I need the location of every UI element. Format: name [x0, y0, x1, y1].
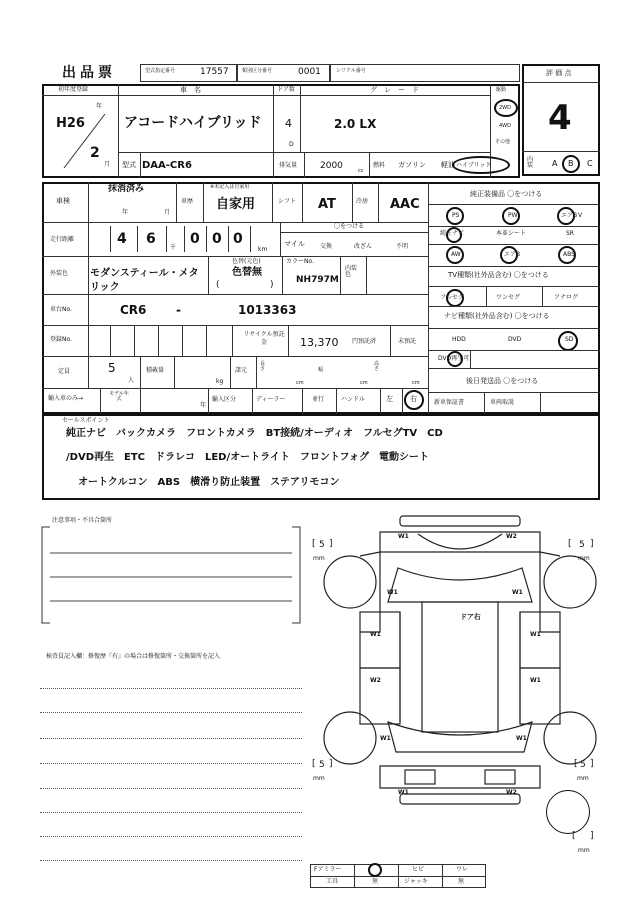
doors-sub: D — [289, 141, 294, 148]
nav-sd: SD — [565, 336, 574, 343]
car-name-label: 車 名 — [180, 86, 201, 94]
mark-front-w1: W1 — [398, 533, 409, 540]
color-change-label: 色替(元色) — [232, 258, 261, 265]
displacement: 2000 — [320, 161, 343, 171]
mileage-options-label: 〇をつける — [334, 223, 365, 230]
tire-fl-mm: mm — [313, 555, 325, 562]
chassis-dash: - — [176, 303, 181, 317]
capacity: 5 — [108, 361, 116, 375]
sales-point-line-1: 純正ナビ バックカメラ フロントカメラ BT接続/オーディオ フルセグTV CD — [66, 428, 443, 439]
mark-fr-door: W1 — [530, 631, 541, 638]
drive-4wd: 4WD — [499, 123, 511, 129]
length-label: 長さ — [260, 361, 266, 372]
grade: 2.0 LX — [334, 117, 377, 131]
model-label: 型式 — [122, 161, 136, 169]
chassis-prefix: CR6 — [120, 303, 147, 317]
handle-right: 右 — [410, 395, 417, 403]
shift: AT — [318, 197, 336, 212]
inspection-year: 年 — [122, 209, 129, 216]
tire-rl-bracket: [ — [312, 759, 316, 769]
footer-jack: ジャッキ — [404, 878, 428, 885]
interior-a: A — [552, 159, 558, 168]
length-cm: cm — [296, 380, 304, 386]
mark-front-w2: W2 — [506, 533, 517, 540]
tire-fr-bracket-close: ] — [590, 539, 594, 549]
height-label: 高さ — [374, 361, 380, 372]
dims-label: 諸元 — [235, 367, 248, 374]
tire-fr-bracket: [ — [568, 539, 572, 549]
equip-navi: 純正ナビ — [440, 230, 465, 237]
mark-rr-fender: W1 — [516, 735, 527, 742]
equip-abs: ABS — [563, 251, 575, 258]
handle-right-circle — [404, 390, 424, 410]
first-reg-era: H26 — [56, 116, 85, 131]
color-no: NH797M — [296, 275, 339, 285]
equipment-title: 純正装備品 〇をつける — [470, 190, 543, 198]
fuel-gas: ガソリン — [398, 161, 426, 169]
tire-fr-depth: 5 — [579, 540, 585, 550]
interior-color-label: 内装色 — [345, 265, 358, 278]
mileage-digit-4: 0 — [212, 231, 222, 247]
height-cm: cm — [412, 380, 420, 386]
car-name: アコードハイブリッド — [124, 115, 262, 131]
tire-rr-mm: mm — [577, 775, 589, 782]
first-reg-slash — [60, 112, 110, 170]
recycle-unit: 円預託済 — [352, 338, 377, 345]
kg-unit: kg — [216, 378, 224, 385]
mark-rear-w2: W2 — [506, 789, 517, 796]
doors-label: ドア数 — [277, 86, 295, 93]
tv-fullseg: フルセグ — [440, 294, 464, 301]
nav-sd-circle — [558, 331, 578, 351]
fuel-hybrid: ハイブリッド — [456, 162, 492, 169]
tv-title: TV種類(社外品含む) 〇をつける — [448, 271, 549, 279]
displacement-label: 排気量 — [279, 162, 298, 169]
nav-dvd: DVD — [508, 336, 522, 343]
tire-rr-depth: 5 — [580, 760, 586, 770]
inspection: 抹消済み — [108, 184, 145, 194]
equip-pw-circle — [502, 207, 520, 225]
nav-hdd: HDD — [452, 336, 466, 343]
equip-sr: SR — [566, 230, 574, 237]
inspection-label: 車検 — [56, 197, 70, 205]
score-value: 4 — [548, 98, 572, 138]
recycle: 13,370 — [300, 336, 339, 349]
usage: 自家用 — [216, 197, 256, 212]
usage-label: 車歴 — [181, 198, 194, 205]
drive-2wd: 2WD — [499, 105, 511, 111]
inspector-label: 検査員記入欄：修復歴『有』の場合は修復箇所・交換箇所を記入 — [46, 653, 221, 660]
first-reg-label: 初年度登録 — [58, 86, 89, 93]
shift-label: シフト — [278, 198, 297, 205]
reg-label: 登録No. — [50, 336, 72, 343]
class-no: 0001 — [298, 67, 321, 77]
page-title: 出品票 — [62, 65, 116, 81]
footer-mirror: Fアミラー — [314, 866, 342, 873]
inspection-month: 月 — [164, 209, 171, 216]
tire-rr-bracket: [ — [574, 759, 578, 769]
equip-abs-circle — [558, 246, 576, 264]
nav-title: ナビ種類(社外品含む) 〇をつける — [444, 312, 550, 320]
equip-ps-circle — [446, 207, 464, 225]
import-dealer: ディーラー — [256, 396, 286, 403]
color-no-label: カラーNo. — [286, 258, 314, 265]
handle-label: ハンドル — [341, 396, 366, 403]
after-warranty: 新車保証書 — [434, 399, 465, 406]
fuel-label: 燃料 — [373, 162, 386, 169]
thousand-unit: 千 — [170, 244, 177, 251]
import-parallel: 並行 — [312, 396, 325, 403]
drive-label: 駆動 — [496, 87, 507, 93]
first-reg-month: 2 — [90, 145, 100, 161]
mark-rr-door: W1 — [530, 677, 541, 684]
spare-mm: mm — [578, 847, 590, 854]
mileage-digit-5: 0 — [233, 231, 243, 247]
mark-fr-fender: W1 — [512, 589, 523, 596]
interior-b: B — [568, 159, 574, 168]
footer-tools-value: 無 — [372, 878, 379, 885]
ac: AAC — [390, 197, 420, 212]
color-change-open: ( — [216, 280, 220, 290]
capacity-unit: 人 — [128, 377, 135, 384]
mileage-digit-3: 0 — [190, 231, 200, 247]
equip-aircon-circle — [500, 246, 521, 264]
mileage-option-unknown: 不明 — [396, 243, 409, 250]
mark-rear-w1: W1 — [398, 789, 409, 796]
footer-mirror-circle — [368, 863, 382, 877]
tire-rl-depth: 5 — [319, 760, 325, 770]
model-year-unit: 年 — [200, 402, 207, 409]
chassis-label: 車台No. — [50, 306, 72, 313]
after-title: 後日発送品 〇をつける — [466, 377, 539, 385]
model-year-label: モデル年式 — [109, 391, 129, 402]
ac-label: 冷房 — [356, 198, 369, 205]
mark-fl-fender: W1 — [387, 589, 398, 596]
drive-other: その他 — [495, 139, 511, 145]
km-unit: km — [258, 246, 268, 253]
tire-rl-mm: mm — [313, 775, 325, 782]
import-class-label: 輸入区分 — [212, 396, 237, 403]
drive-2wd-circle — [494, 99, 518, 117]
class-no-label: 類別区分番号 — [242, 68, 273, 74]
spare-bracket: [ — [572, 831, 576, 841]
footer-tools: 工具 — [326, 878, 339, 885]
mark-rl-door: W2 — [370, 677, 381, 684]
mileage-option-tamper: 改ざん — [354, 243, 373, 250]
doors: 4 — [285, 117, 292, 130]
tire-fl-bracket: [ — [312, 539, 316, 549]
tire-fl-depth: 5 — [319, 540, 325, 550]
usage-note: ※未記入は自家用 — [210, 184, 250, 190]
color-change-close: ) — [270, 280, 274, 290]
mileage-option-mile: マイル — [284, 240, 305, 248]
mileage-option-swap: 交換 — [320, 243, 333, 250]
color: モダンスティール・メタリック — [90, 268, 199, 293]
dealer-no-label: 型式指定番号 — [145, 68, 176, 74]
mileage-label: 走行距離 — [50, 236, 75, 243]
capacity-label: 定員 — [58, 368, 71, 375]
spare-bracket-close: ] — [590, 831, 594, 841]
dealer-no: 17557 — [200, 67, 229, 77]
tire-fr-mm: mm — [578, 555, 590, 562]
grade-label: グ レ ー ド — [370, 86, 419, 94]
width-cm: cm — [360, 380, 368, 386]
footer-break: ワレ — [456, 866, 469, 873]
equip-ps: PS — [452, 212, 460, 219]
load-label: 積載量 — [146, 367, 165, 374]
recycle-label: リサイクル預託金 — [243, 331, 285, 346]
equip-navi-circle — [446, 227, 462, 243]
equip-pw: PW — [508, 212, 518, 219]
color-change: 色替無 — [232, 267, 262, 278]
width-label: 幅 — [318, 367, 324, 373]
sales-point-label: セールスポイント — [62, 417, 110, 424]
interior-c: C — [587, 159, 593, 168]
mileage-digit-2: 6 — [146, 231, 156, 247]
after-manual: 車両取説 — [490, 399, 515, 406]
equip-airbag: エアB — [561, 212, 578, 219]
sales-point-line-3: オートクルコン ABS 横滑り防止装置 ステアリモコン — [78, 477, 340, 488]
mark-rl-fender: W1 — [380, 735, 391, 742]
spare-tire — [546, 790, 590, 834]
sales-point-line-2: /DVD再生 ETC ドラレコ LED/オートライト フロントフォグ 電動シート — [66, 452, 430, 463]
mileage-digit-1: 4 — [117, 231, 127, 247]
year-label: 年 — [96, 103, 103, 110]
equip-aircon: エアB — [504, 251, 521, 258]
tv-oneseg: ワンセグ — [496, 294, 521, 301]
car-damage-diagram — [310, 512, 600, 812]
interior-grade-label: 内装 — [527, 156, 534, 169]
equip-airbag-circle — [557, 207, 578, 225]
interior-b-circle — [562, 155, 580, 173]
mark-fl-door: W1 — [370, 631, 381, 638]
fuel-light: 軽油 — [441, 161, 455, 169]
tire-fl-bracket-close: ] — [329, 539, 333, 549]
tv-analog: アナログ — [554, 294, 579, 301]
equip-aw-circle — [446, 246, 464, 264]
tire-rl-bracket-close: ] — [329, 759, 333, 769]
footer-jack-value: 無 — [458, 878, 465, 885]
tv-fullseg-circle — [446, 289, 464, 307]
serial-label: シリアル番号 — [336, 68, 366, 74]
mark-center: ドア右 — [460, 613, 481, 621]
dvd-play: DVD再生可 — [438, 355, 470, 362]
footer-crack: ヒビ — [412, 866, 425, 873]
equip-aw: AW — [451, 251, 461, 258]
dvd-play-circle — [447, 351, 463, 367]
notes-label: 注意事項・不具合箇所 — [52, 517, 113, 524]
cc-unit: cc — [358, 168, 364, 174]
fuel-hybrid-circle — [452, 156, 510, 174]
model: DAA-CR6 — [142, 160, 192, 171]
chassis-no: 1013363 — [238, 303, 297, 317]
month-label: 月 — [104, 161, 111, 168]
tire-rr-bracket-close: ] — [590, 759, 594, 769]
notes-bracket — [40, 525, 302, 625]
color-label: 外装色 — [50, 270, 69, 277]
recycle-status: 未預託 — [398, 338, 417, 345]
equip-leather: 本革シート — [496, 230, 527, 237]
handle-left: 左 — [386, 395, 393, 403]
equip-airbag-v: V — [578, 212, 583, 219]
import-label: 輸入車のみ→ — [48, 395, 84, 402]
score-label: 評 価 点 — [546, 69, 572, 77]
